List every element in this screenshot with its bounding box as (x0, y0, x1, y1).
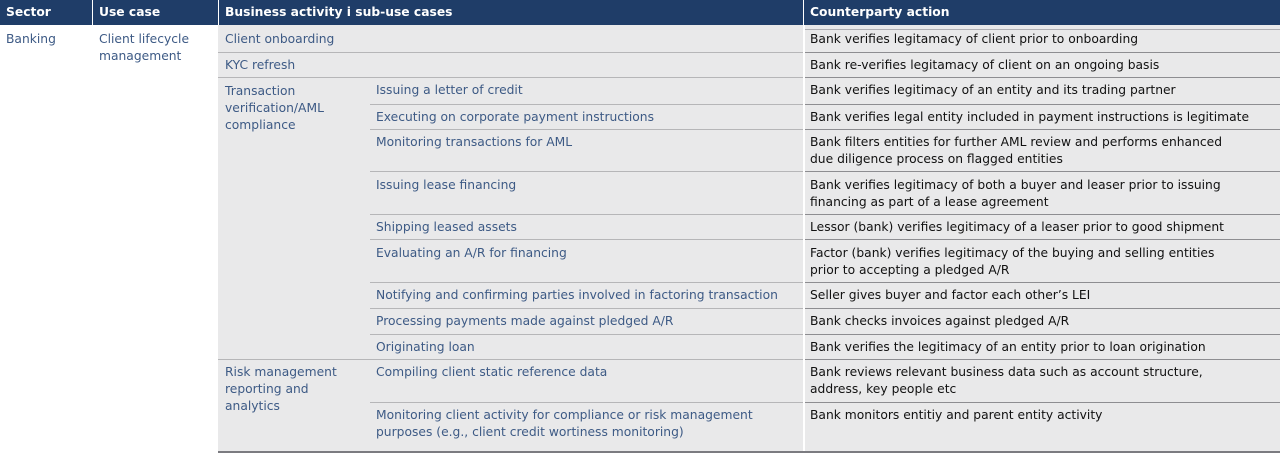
action-divider (803, 52, 1280, 53)
activity-cell: Issuing a letter of credit (376, 83, 523, 97)
activity-cell: Notifying and confirming parties involved in factoring transaction (376, 288, 778, 302)
activity-cell: Issuing lease financing (376, 178, 517, 192)
counterparty-action-cell: Factor (bank) verifies legitimacy of the buying and selling entities prior to accepting a pledged A/R (810, 246, 1215, 277)
action-divider (803, 282, 1280, 283)
counterparty-action-cell: Bank verifies legitimacy of an entity and its trading partner (810, 83, 1176, 97)
action-divider (803, 334, 1280, 335)
activity-cell: Compiling client static reference data (376, 365, 608, 379)
activity-cell: KYC refresh (225, 58, 296, 72)
activity-cell: Originating loan (376, 340, 475, 354)
table-header (0, 0, 1280, 25)
activity-cell: Monitoring transactions for AML (376, 135, 573, 149)
header-counterparty-action: Counterparty action (810, 5, 950, 19)
group-label: Transaction verification/AML compliance (225, 84, 324, 132)
header-business-activity: Business activity i sub-use cases (225, 5, 453, 19)
counterparty-action-cell: Bank verifies legitamacy of client prior to onboarding (810, 32, 1139, 46)
action-divider (803, 29, 1280, 30)
action-divider (803, 402, 1280, 403)
column-divider (803, 25, 805, 451)
counterparty-action-cell: Bank verifies legitimacy of both a buyer and leaser prior to issuing financing as part of a lease agreement (810, 178, 1221, 209)
action-divider (803, 77, 1280, 78)
group-label: Risk management reporting and analytics (225, 365, 337, 413)
use-case-cell: Client lifecycle management (99, 32, 190, 63)
header-use-case: Use case (99, 5, 161, 19)
activity-cell: Monitoring client activity for compliance or risk management purposes (e.g., client credit wortiness monitoring) (376, 408, 753, 439)
action-divider (803, 359, 1280, 360)
action-divider (803, 129, 1280, 130)
activity-cell: Executing on corporate payment instructions (376, 110, 655, 124)
sector-cell: Banking (6, 32, 56, 46)
counterparty-action-cell: Bank reviews relevant business data such as account structure, address, key people etc (810, 365, 1203, 396)
counterparty-action-cell: Bank verifies legal entity included in payment instructions is legitimate (810, 110, 1250, 124)
counterparty-action-cell: Bank filters entities for further AML review and performs enhanced due diligence process on flagged entities (810, 135, 1222, 166)
counterparty-action-cell: Seller gives buyer and factor each other’s LEI (810, 288, 1091, 302)
counterparty-action-cell: Bank verifies the legitimacy of an entity prior to loan origination (810, 340, 1206, 354)
header-sector: Sector (6, 5, 51, 19)
activity-cell: Client onboarding (225, 32, 335, 46)
activity-cell: Shipping leased assets (376, 220, 517, 234)
counterparty-action-cell: Lessor (bank) verifies legitimacy of a leaser prior to good shipment (810, 220, 1224, 234)
action-divider (803, 239, 1280, 240)
action-divider (803, 214, 1280, 215)
action-divider (803, 104, 1280, 105)
action-divider (803, 308, 1280, 309)
counterparty-action-cell: Bank checks invoices against pledged A/R (810, 314, 1070, 328)
activity-cell: Processing payments made against pledged A/R (376, 314, 674, 328)
activity-cell: Evaluating an A/R for financing (376, 246, 567, 260)
table-bottom-rule (218, 451, 1280, 453)
counterparty-action-cell: Bank monitors entitiy and parent entity activity (810, 408, 1103, 422)
counterparty-action-cell: Bank re-verifies legitamacy of client on an ongoing basis (810, 58, 1160, 72)
action-divider (803, 171, 1280, 172)
